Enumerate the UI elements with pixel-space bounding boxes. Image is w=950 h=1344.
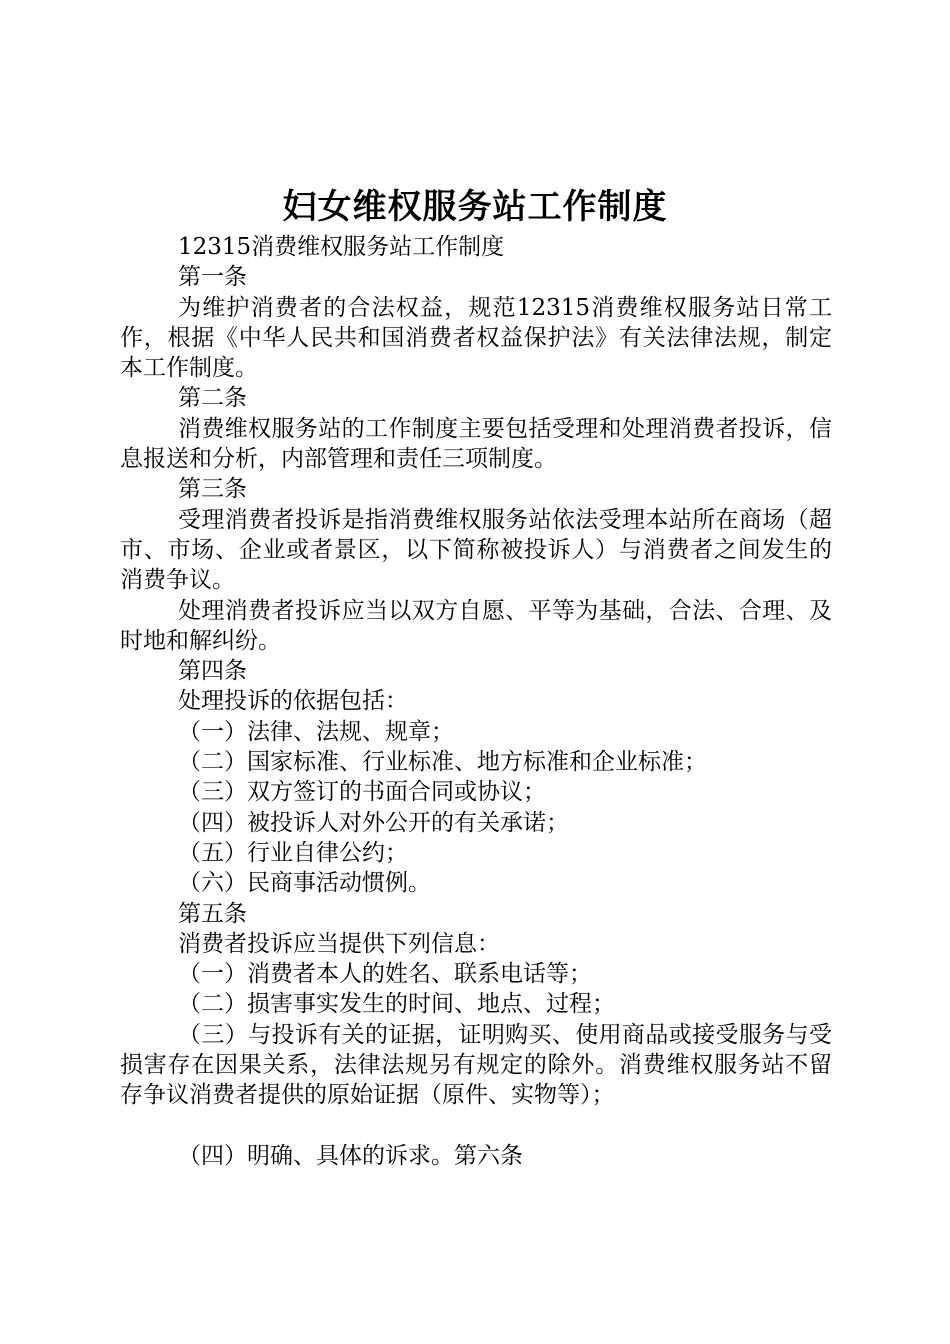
list-item: （四）被投诉人对外公开的有关承诺； (178, 809, 569, 836)
list-item: （六）民商事活动惯例。 (178, 870, 431, 897)
list-item: （四）明确、具体的诉求。第六条 (178, 1142, 523, 1169)
paragraph: 消费者投诉应当提供下列信息： (178, 930, 500, 957)
list-item: （二）国家标准、行业标准、地方标准和企业标准； (178, 749, 707, 776)
paragraph: 处理消费者投诉应当以双方自愿、平等为基础，合法、合理、及时地和解纠纷。 (120, 597, 832, 654)
article-heading-5: 第五条 (178, 900, 247, 927)
blank-line (120, 1111, 832, 1141)
page-title: 妇女维权服务站工作制度 (282, 187, 668, 227)
document-body (120, 232, 832, 1171)
list-item: （五）行业自律公约； (178, 839, 408, 866)
paragraph: 处理投诉的依据包括： (178, 688, 408, 715)
paragraph: 消费维权服务站的工作制度主要包括受理和处理消费者投诉，信息报送和分析，内部管理和责任三项制度。 (120, 415, 832, 473)
list-item: （一）法律、法规、规章； (178, 718, 454, 745)
article-heading-1: 第一条 (178, 264, 247, 291)
list-item: （三）双方签订的书面合同或协议； (178, 779, 546, 806)
list-item: （三）与投诉有关的证据，证明购买、使用商品或接受服务与受损害存在因果关系，法律法规另有规定的除外。消费维权服务站不留存争议消费者提供的原始证据（原件、实物等）； (120, 1021, 832, 1109)
list-item: （二）损害事实发生的时间、地点、过程； (178, 991, 615, 1018)
paragraph: 为维护消费者的合法权益，规范12315消费维权服务站日常工作，根据《中华人民共和国消费者权益保护法》有关法律法规，制定本工作制度。 (120, 294, 832, 382)
paragraph-subtitle: 12315消费维权服务站工作制度 (178, 234, 505, 260)
article-heading-4: 第四条 (178, 658, 247, 685)
article-heading-2: 第二条 (178, 385, 247, 412)
paragraph: 受理消费者投诉是指消费维权服务站依法受理本站所在商场（超市、市场、企业或者景区，以下简称被投诉人）与消费者之间发生的消费争议。 (120, 506, 832, 594)
list-item: （一）消费者本人的姓名、联系电话等； (178, 961, 592, 988)
article-heading-3: 第三条 (178, 476, 247, 503)
